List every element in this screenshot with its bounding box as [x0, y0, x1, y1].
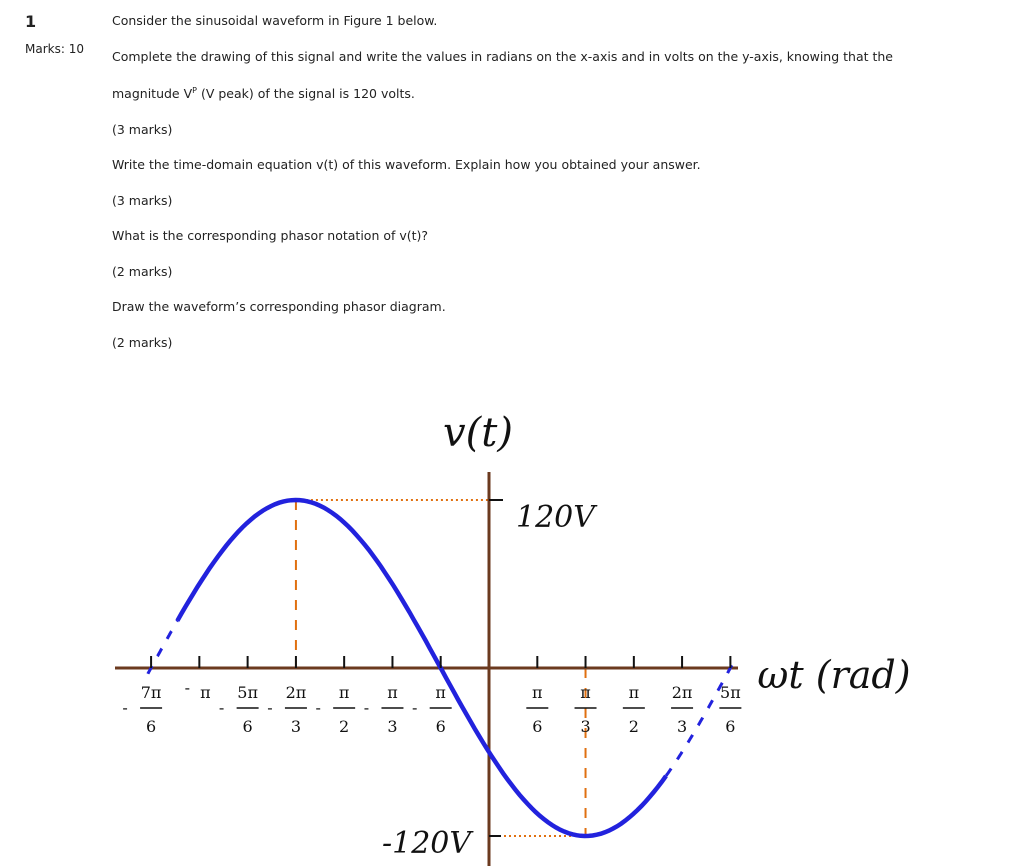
x-tick-label: π [200, 683, 211, 702]
x-tick-numerator: π [580, 683, 591, 702]
x-tick-numerator: 2π [285, 683, 307, 702]
x-tick-minus-sign: - [184, 678, 191, 697]
question-line-4: (3 marks) [112, 122, 173, 137]
x-tick-numerator: 5π [237, 683, 258, 702]
x-tick-denominator: 6 [725, 717, 736, 736]
x-tick-denominator: 6 [145, 717, 157, 736]
question-line-1: Consider the sinusoidal waveform in Figure 1 below. [112, 13, 438, 28]
magnitude-sup: P [192, 86, 197, 95]
x-tick-denominator: 6 [532, 717, 543, 736]
x-tick-minus-sign: - [218, 698, 225, 717]
x-tick-denominator: 2 [339, 717, 350, 736]
x-tick-numerator: 2π [671, 683, 693, 702]
x-tick-denominator: 2 [628, 717, 639, 736]
x-tick-numerator: 7π [140, 683, 162, 702]
question-number: 1 [25, 12, 37, 31]
x-tick-numerator: 5π [720, 683, 741, 702]
x-tick-numerator: π [387, 683, 398, 702]
x-tick-denominator: 6 [435, 717, 446, 736]
question-line-7: What is the corresponding phasor notation of v(t)? [112, 228, 429, 243]
magnitude-text-pre: magnitude V [112, 86, 193, 102]
question-line-8: (2 marks) [112, 264, 173, 279]
y-axis-label: v(t) [443, 410, 513, 456]
question-line-5: Write the time-domain equation v(t) of this waveform. Explain how you obtained your answer. [112, 157, 701, 172]
x-tick-minus-sign: - [122, 698, 128, 717]
magnitude-text-post: (V peak) of the signal is 120 volts. [196, 86, 415, 102]
x-tick-denominator: 3 [387, 717, 398, 736]
question-line-9: Draw the waveform’s corresponding phasor diagram. [112, 299, 446, 314]
x-tick-denominator: 3 [580, 717, 591, 736]
x-tick-minus-sign: - [315, 698, 321, 717]
question-line-6: (3 marks) [112, 193, 173, 208]
waveform-dashed-left [148, 621, 178, 674]
top-value-label: 120V [516, 500, 595, 535]
question-line-10: (2 marks) [112, 335, 173, 350]
x-tick-minus-sign: - [411, 698, 418, 717]
x-axis-label: ωt (rad) [757, 653, 911, 697]
x-tick-minus-sign: - [363, 698, 370, 717]
x-tick-denominator: 3 [676, 717, 688, 736]
x-tick-denominator: 3 [290, 717, 302, 736]
x-tick-numerator: π [338, 683, 350, 702]
x-tick-numerator: π [628, 683, 640, 702]
figure-labels [382, 410, 911, 861]
x-tick-numerator: π [435, 683, 446, 702]
x-tick-minus-sign: - [267, 698, 273, 717]
x-tick-denominator: 6 [242, 717, 253, 736]
marks-label: Marks: 10 [25, 42, 84, 56]
x-tick-numerator: π [532, 683, 543, 702]
bottom-value-label: -120V [382, 826, 472, 861]
question-line-2: Complete the drawing of this signal and write the values in radians on the x-axis and in volts on the y-axis, knowing that the [112, 49, 893, 64]
axes [115, 472, 738, 866]
